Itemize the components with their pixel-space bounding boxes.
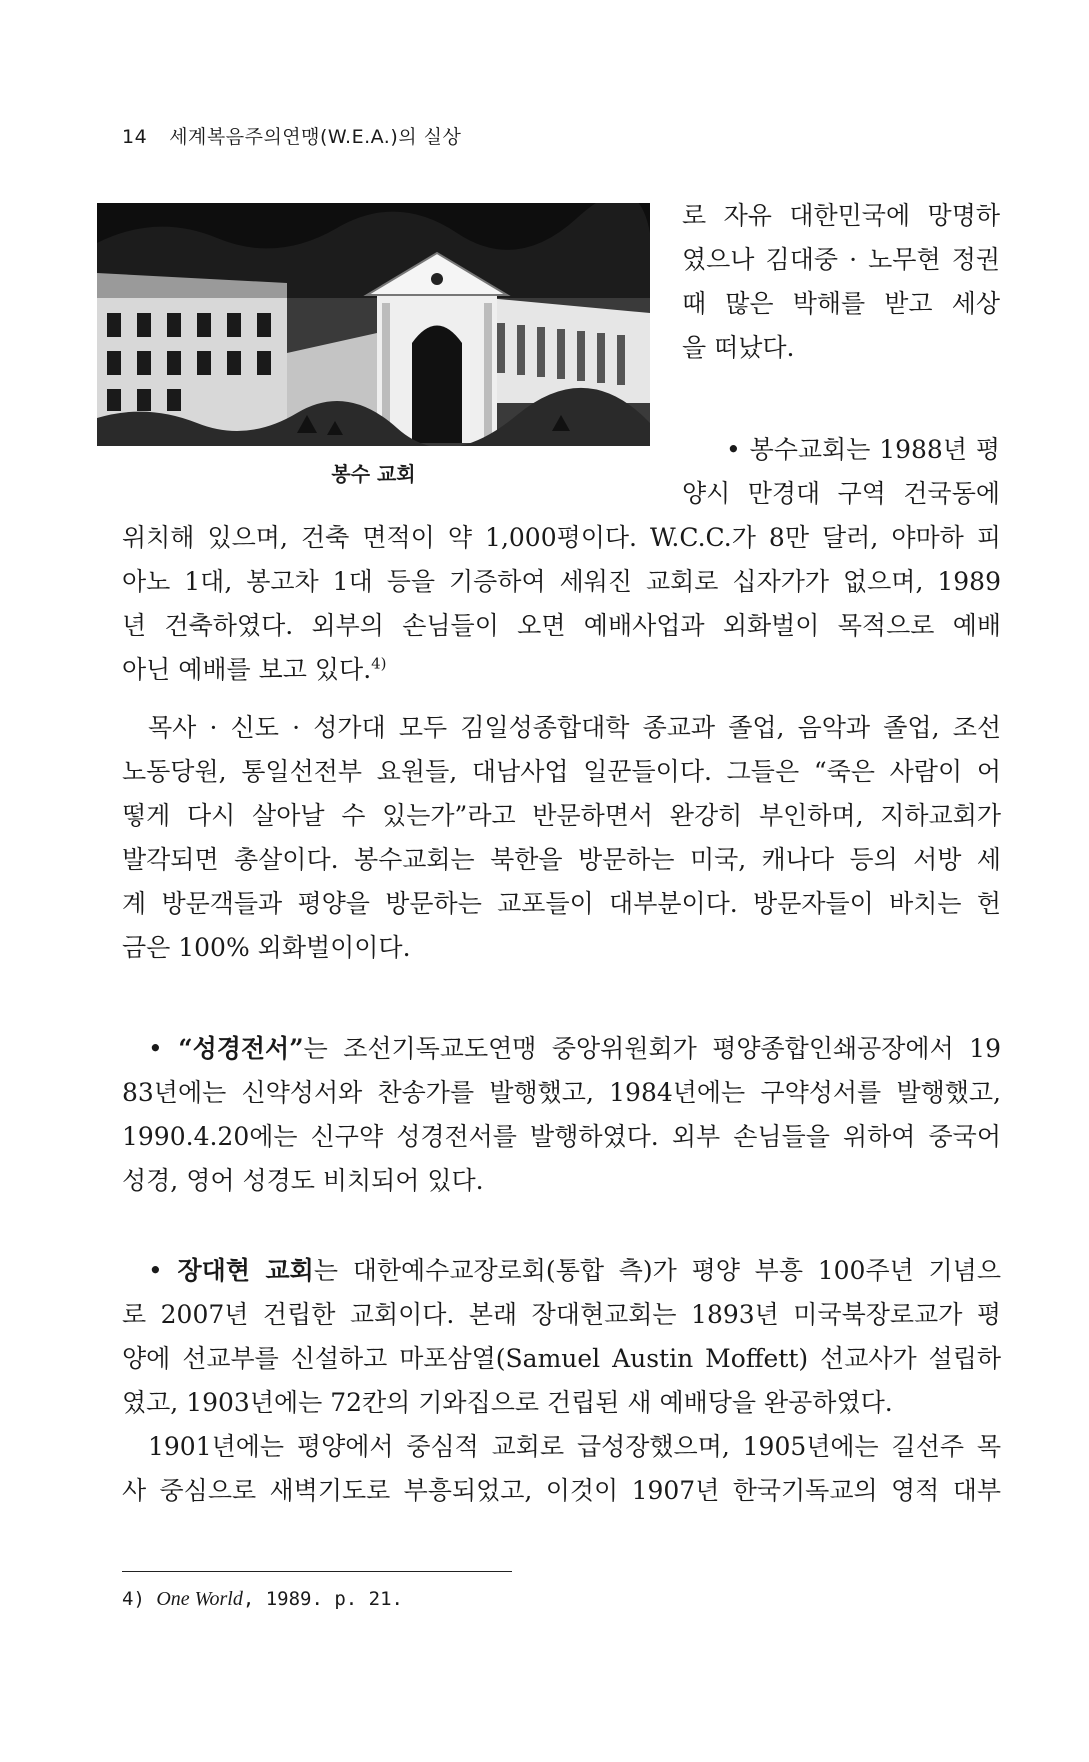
revival-paragraph	[122, 1425, 1001, 1513]
footnote-source: One World	[156, 1588, 243, 1610]
text-line: 을 떠났다.	[682, 333, 795, 362]
running-title: 세계복음주의연맹(W.E.A.)의 실상	[169, 126, 462, 148]
intro-continuation	[682, 194, 1000, 370]
footnote-detail: , 1989. p. 21.	[242, 1588, 403, 1610]
text-line: 83년에는 신약성서와 찬송가를 발행했고, 1984년에는 구약성서를 발행했고,	[122, 1078, 1001, 1107]
text-line: 로 자유 대한민국에 망명하	[682, 201, 1000, 230]
text-segment: 는 대한예수교장로회(통합 측)가 평양 부흥 100주년 기념으	[313, 1256, 1001, 1285]
church-building-illustration	[97, 203, 650, 446]
text-line: 노동당원, 통일선전부 요원들, 대남사업 일꾼들이다. 그들은 “죽은 사람이 어	[122, 757, 1001, 786]
text-line: 양에 선교부를 신설하고 마포삼열(Samuel Austin Moffett) 선교사가 설립하	[122, 1344, 1001, 1373]
text-line: 였으나 김대중 · 노무현 정권	[682, 245, 1000, 274]
text-line: 년 건축하였다. 외부의 손님들이 오면 예배사업과 외화벌이 목적으로 예배	[122, 611, 1001, 640]
page-number: 14	[122, 126, 148, 148]
text-line: 1990.4.20에는 신구약 성경전서를 발행하였다. 외부 손님들을 위하여 중국어	[122, 1122, 1001, 1151]
bongsu-intro	[682, 428, 1000, 516]
footnote-ref: 4)	[371, 654, 387, 673]
footnote	[122, 1588, 403, 1611]
text-line: 성경, 영어 성경도 비치되어 있다.	[122, 1166, 484, 1195]
text-segment: 아닌 예배를 보고 있다.	[122, 655, 372, 684]
text-line: 위치해 있으며, 건축 면적이 약 1,000평이다. W.C.C.가 8만 달러, 야마하 피	[122, 523, 1001, 552]
text-line: 목사 · 신도 · 성가대 모두 김일성종합대학 종교과 졸업, 음악과 졸업, 조선	[148, 713, 1001, 742]
bongsu-paragraph	[122, 516, 1001, 692]
bullet: •	[148, 1034, 179, 1063]
text-line: 사 중심으로 새벽기도로 부흥되었고, 이것이 1907년 한국기독교의 영적 대부	[122, 1476, 1001, 1505]
bullet: •	[148, 1256, 178, 1285]
text-line	[122, 1249, 1001, 1293]
bongsu-church-photo	[97, 203, 650, 446]
text-line: 떻게 다시 살아날 수 있는가”라고 반문하면서 완강히 부인하며, 지하교회가	[122, 801, 1001, 830]
bold-term: “성경전서”	[178, 1034, 304, 1063]
running-header	[122, 122, 461, 149]
text-line: 1901년에는 평양에서 중심적 교회로 급성장했으며, 1905년에는 길선주 목	[148, 1432, 1001, 1461]
jangdaehyeon-paragraph	[122, 1249, 1001, 1425]
bold-term: 장대현 교회	[177, 1256, 314, 1285]
text-segment: 는 조선기독교도연맹 중앙위원회가 평양종합인쇄공장에서 19	[303, 1034, 1001, 1063]
text-line: 양시 만경대 구역 건국동에	[682, 479, 1000, 508]
text-line: 계 방문객들과 평양을 방문하는 교포들이 대부분이다. 방문자들이 바치는 헌	[122, 889, 1001, 918]
text-line: 아노 1대, 봉고차 1대 등을 기증하여 세워진 교회로 십자가가 없으며, 1989	[122, 567, 1001, 596]
text-line: 때 많은 박해를 받고 세상	[682, 289, 1000, 318]
text-line: 였고, 1903년에는 72칸의 기와집으로 건립된 새 예배당을 완공하였다.	[122, 1388, 893, 1417]
text-line	[122, 1027, 1001, 1071]
text-line: 로 2007년 건립한 교회이다. 본래 장대현교회는 1893년 미국북장로교가 평	[122, 1300, 1001, 1329]
text-line: 발각되면 총살이다. 봉수교회는 북한을 방문하는 미국, 캐나다 등의 서방 세	[122, 845, 1001, 874]
footnote-number: 4)	[122, 1588, 145, 1610]
text-line: 금은 100% 외화벌이이다.	[122, 933, 411, 962]
members-paragraph	[122, 706, 1001, 970]
bible-paragraph	[122, 1027, 1001, 1203]
text-line	[122, 648, 1001, 692]
photo-caption: 봉수 교회	[331, 462, 416, 486]
text-line: • 봉수교회는 1988년 평	[726, 435, 1000, 464]
footnote-divider	[122, 1571, 512, 1572]
